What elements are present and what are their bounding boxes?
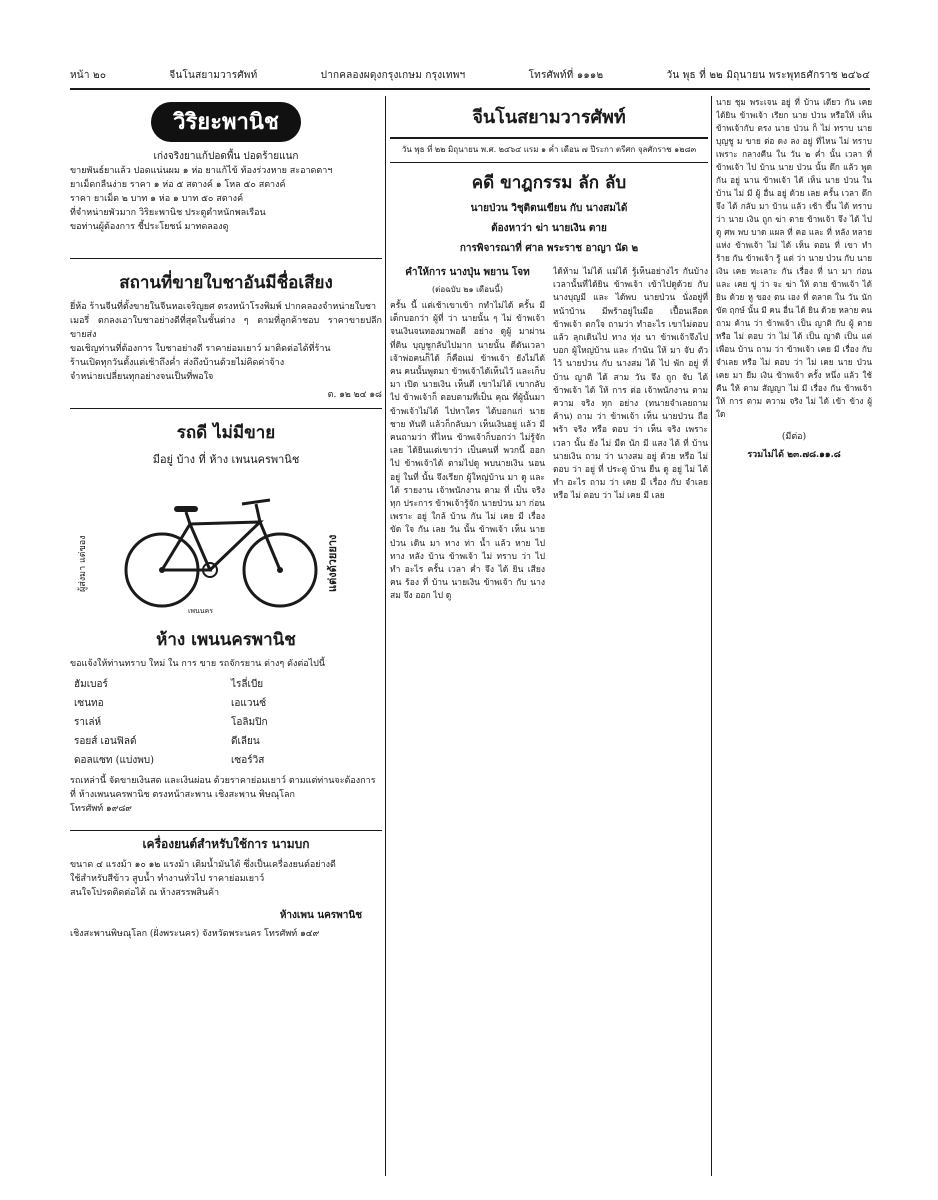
article-subcolumn-right xyxy=(553,266,708,604)
engine-ad-signature: ห้างเพน นครพานิช xyxy=(279,910,362,921)
header-rule xyxy=(70,88,870,90)
tea-ad-line-0: ยี่ห้อ ร้านจีนที่ตั้งขายในจีนหอเจริญยศ ตรงหน้าโรงพิมพ์ ปากคลองจำหน่ายใบชา xyxy=(70,302,377,312)
tea-ad-line-2: ขอเชิญท่านที่ต้องการ ใบชาอย่างดี ราคาย่อมเยาว์ มาติดต่อได้ที่ร้าน xyxy=(70,344,331,354)
brand-item: ราเล่ห์ xyxy=(74,717,102,728)
shop-footer-line-0: รถเหล่านี้ จัดขายเงินสด และเงินผ่อน ด้วยราคาย่อมเยาว์ ตามแต่ท่านจะต้องการ xyxy=(70,776,376,786)
article-text-right: ได้ห้าม ไม่ได้ แม่ได้ รู้เห็นอย่างไร กันบ้าง เวลานั้นที่ได้ยิน ข้าพเจ้า เข้าไปดูด้วย กับนางบุญมี และ ได้พบ นายป่วน นั่งอยู่ที่ หน้าบ้าน มีพร้าอยู่ในมือ เปื้อนเลือด ข้าพเจ้า ตกใจ ถามว่า ทำอะไร เขาไม่ตอบ แล้ว ลุกเดินไป ทาง ทุ่ง นา ข้าพเจ้าจึงไป บอก ผู้ใหญ่บ้าน และ กำนัน ให้ มา จับ ตัว ไว้ นายป่วน กับ นางสม ได้ ไป พัก อยู่ ที่ บ้าน ญาติ ได้ สาม วัน จึง ถูก จับ ได้ ข้าพเจ้า ได้ ให้ การ ต่อ เจ้าพนักงาน ตาม ความ จริง ทุก อย่าง (ทนายจำเลยถามค้าน) ถาม ว่า ข้าพเจ้า เห็น นายป่วน ถือ พร้า จริง หรือ ตอบ ว่า เห็น จริง เพราะ เวลา นั้น ยัง ไม่ มืด นัก มี แสง ไต้ ที่ บ้าน นายเงิน ถาม ว่า นางสม อยู่ ด้วย หรือ ไม่ ตอบ ว่า อยู่ ที่ ประตู บ้าน ยืน ดู อยู่ ไม่ ได้ ทำ อะไร ถาม ว่า เคย มี เรื่อง กับ จำเลย หรือ ไม่ ตอบ ว่า ไม่ เคย มี เลย xyxy=(553,267,708,502)
column-rule xyxy=(385,96,386,1176)
brand-item: โอลิมปิก xyxy=(231,717,268,728)
ad1-line-3: ราคา ยาเม็ด ๒ บาท ๑ ห่อ ๑ บาท ๕๐ สตางค์ xyxy=(70,194,244,204)
ad1-line-5: ขอท่านผู้ต้องการ ชี้ประโยชน์ มาทดลองดู xyxy=(70,222,229,232)
engine-ad-footer: เชิงสะพานพิษณุโลก (ฝั่งพระนคร) จังหวัดพระนคร โทรศัพท์ ๑๔๙ xyxy=(70,929,320,939)
testimony-note: (ต่อฉบับ ๒๑ เดือนนี้) xyxy=(432,285,503,294)
brand-item: ฮัมเบอร์ xyxy=(74,679,108,690)
tea-ad-ref: ต. ๑๒ ๒๔ ๑๘ xyxy=(327,390,382,400)
case-line-1: ต้องหาว่า ฆ่า นายเงิน ตาย xyxy=(491,223,607,234)
column-rule xyxy=(711,96,712,1176)
to-be-continued: (มีต่อ) xyxy=(781,432,807,442)
engine-ad-line-0: ขนาด ๔ แรงม้า ๑๐ ๑๒ แรงม้า เติมน้ำมันได้ ซึ่งเป็นเครื่องยนต์อย่างดี xyxy=(70,860,336,870)
case-line-2: การพิจารณาที่ ศาล พระราช อาญา นัด ๒ xyxy=(459,243,639,254)
brand-item: เอแวนซ์ xyxy=(231,698,267,709)
case-line-0: นายป่วน วิชุติตนเขียน กับ นางสมได้ xyxy=(470,203,628,214)
brand-item: ไรลี่เบีย xyxy=(231,679,264,690)
ad1-line-4: ที่จำหน่ายพัวมาก วิริยะพานิช ประตูตำหนักพลเรือน xyxy=(70,208,266,218)
ad1-line-2: ยาเม็ดกลืนง่าย ราคา ๑ ห่อ ๕ สตางค์ ๑ โหล ๕๐ สตางค์ xyxy=(70,180,286,190)
dateline-rule xyxy=(390,162,708,163)
bicycle-ad-title: รถดี ไม่มีขาย xyxy=(176,423,276,443)
ad-divider xyxy=(70,830,382,831)
bike-label: เพนนคร xyxy=(188,607,214,615)
brand-item: รอยส์ เอนฟิลด์ xyxy=(74,736,137,747)
viriya-banner: วิริยะพานิช xyxy=(151,102,301,142)
continuation-text: นาย ชุม พระเจน อยู่ ที่ บ้าน เดียว กัน เคยได้ยิน ข้าพเจ้า เรียก นาย ป่วน หรือให้ เห็น ข้าพเจ้ากับ ตรง นาย ป่วน ก็ ไม่ ทราบ นาย บุญชู ม ขาย ต่อ ดง ลง อยู่ ที่ไหน ไม่ ทราบ เพราะ กลางคืน ใน วัน ๒ ค่ำ นั้น เวลา ที่ ข้าพเจ้า ไป บ้าน นาย ป่วน นั้น ดึก แล้ว พูด กัน อยู่ นาน ข้าพเจ้า ได้ เห็น นาย ป่วน ใน บ้าน ไม่ มี ผู้ อื่น อยู่ ด้วย เลย ครั้น เวลา ดึก จึง ได้ กลับ มา บ้าน แล้ว เช้า ขึ้น ได้ ทราบ ว่า นาย เงิน ถูก ฆ่า ตาย ข้าพเจ้า จึง ได้ ไป ดู ศพ พบ บาด แผล ที่ คอ และ ที่ หลัง หลาย แห่ง ข้าพเจ้า ไม่ ได้ เห็น ตอน ที่ เขา ทำ ร้าย กัน ข้าพเจ้า รู้ แต่ ว่า นาย ป่วน กับ นาย เงิน เคย ทะเลาะ กัน เรื่อง ที่ นา มา ก่อน และ เคย ขู่ ว่า จะ ฆ่า ให้ ตาย ข้าพเจ้า ได้ ยิน ด้วย หู ของ ตน เอง ที่ ตลาด ใน วัน นัก ขัต ฤกษ์ นั้น มี คน อื่น ได้ ยิน ด้วย หลาย คน ถาม ค้าน ว่า ข้าพเจ้า เป็น ญาติ กับ ผู้ ตาย หรือ ไม่ ตอบ ว่า ไม่ ได้ เป็น ญาติ เป็น แต่ เพื่อน บ้าน ถาม ว่า ข้าพเจ้า เคย มี เรื่อง กับ จำเลย หรือ ไม่ ตอบ ว่า ไม่ เคย นาย ป่วน เคย มา ยืม เงิน ข้าพเจ้า ครั้ง หนึ่ง แล้ว ใช้ คืน ให้ ตาม สัญญา ไม่ มี เรื่อง กัน ข้าพเจ้า ให้ การ ตาม ความ จริง ไม่ ได้ เข้า ข้าง ผู้ ใด xyxy=(716,97,872,419)
engine-ad-line-1: ใช้สำหรับสีข้าว สูบน้ำ ทำงานทั่วไป ราคาย่อมเยาว์ xyxy=(70,874,265,884)
tea-ad-line-1: เมอรี่ ตกลงเอาใบชาอย่างดีที่สุดในชั้นต่าง ๆ ตามที่ลูกค้าชอบ ราคาขายปลีกขายส่ง xyxy=(70,316,382,340)
tea-ad-line-3: ร้านเปิดทุกวันตั้งแต่เช้าถึงค่ำ ส่งถึงบ้านด้วยไม่คิดค่าจ้าง xyxy=(70,358,285,368)
phone: โทรศัพท์ที่ ๑๑๑๒ xyxy=(528,69,604,81)
bicycle-icon xyxy=(110,476,330,616)
paper-name: จีนโนสยามวารศัพท์ xyxy=(169,69,258,81)
page-label: หน้า ๒๐ xyxy=(70,69,107,81)
bike-side-text-right: แต่งด้วยยาง xyxy=(326,534,339,592)
ad-divider xyxy=(70,408,382,409)
shop-name: ห้าง เพนนครพานิช xyxy=(156,630,296,650)
brand-item: เซนทอ xyxy=(74,698,104,709)
tea-ad-title: สถานที่ขายใบชาอันมีชื่อเสียง xyxy=(119,273,333,293)
ad1-line-0: เก่งจริงยาแก้ปอดพื้น ปอดร้ายแนก xyxy=(153,151,299,162)
continuation-column xyxy=(716,96,872,1176)
article-subcolumn-left xyxy=(390,266,545,604)
running-header xyxy=(70,66,870,84)
reference-number: รวมไม่ได้ ๒๓.๗๘.๑๑.๘ xyxy=(747,450,841,460)
shop-footer-line-1: ที่ ห้างเพนนครพานิช ตรงหน้าสะพาน เชิงสะพาน พิษณุโลก xyxy=(70,790,295,800)
engine-ad-line-2: สนใจโปรดติดต่อได้ ณ ห้างสรรพสินค้า xyxy=(70,888,220,898)
testimony-heading: คำให้การ นางปุ่น พยาน โจท xyxy=(405,267,530,278)
ad1-line-1: ขายพันธ์ยาแล้ว ปอดแน่นผม ๑ ห่อ ยาแก้ไข้ ท้องร่วงหาย สะอาดตาฯ xyxy=(70,166,333,176)
shop-intro: ขอแจ้งให้ท่านทราบ ใหม่ ใน การ ขาย รถจักรยาน ต่างๆ ดังต่อไปนี้ xyxy=(70,659,326,669)
brand-item: เซอร์วิส xyxy=(231,755,265,766)
address: ปากคลองผดุงกรุงเกษม กรุงเทพฯ xyxy=(320,69,466,81)
shop-footer-line-2: โทรศัพท์ ๑๙๘๙ xyxy=(70,804,132,814)
brand-item: ดีเลียน xyxy=(231,736,260,747)
engine-ad-title: เครื่องยนต์สำหรับใช้การ นามบก xyxy=(142,837,310,851)
article-body xyxy=(390,266,708,604)
issue-date: วัน พุธ ที่ ๒๒ มิถุนายน พระพุทธศักราช ๒๔๖๔ xyxy=(666,69,870,81)
bicycle-illustration xyxy=(70,472,382,622)
dateline: วัน พุธ ที่ ๒๒ มิถุนายน พ.ศ. ๒๔๖๔ แรม ๑ ค่ำ เดือน ๗ ปีระกา ตรีศก จุลศักราช ๑๒๘๓ xyxy=(401,145,697,154)
editorial-column xyxy=(390,96,708,1176)
case-title: คดี ขาฎกรรม ลัก ลับ xyxy=(471,173,627,193)
masthead-rule xyxy=(390,137,708,139)
tea-ad-line-4: จำหน่ายเปลี่ยนทุกอย่างจนเป็นที่พอใจ xyxy=(70,372,214,382)
advertisement-column xyxy=(70,96,382,1176)
masthead: จีนโนสยามวารศัพท์ xyxy=(472,107,626,128)
bike-side-text-left: ผู้ส่งมา แต่ของ xyxy=(78,535,88,592)
ad-divider xyxy=(70,258,382,259)
brand-item: ดอลแซท (แบ่งพบ) xyxy=(74,755,155,766)
bicycle-ad-subtitle: มีอยู่ บ้าง ที่ ห้าง เพนนครพานิช xyxy=(152,453,300,466)
brand-list xyxy=(74,677,378,768)
article-text-left: ครั้น นี้ แต่เช้าเขาเข้า กทำไม่ได้ ครั้น มีเด็กบอกว่า ผู้ที่ ว่า นายนั้น ๆ ไม่ ข้าพเจ้า จนเงินจนทองมาพอดี อย่าง ดูผู้ มาผ่านที่ดิน บุญชูกลับไปมาก นายนั้น ดีดันเวลาเจ้าพ่อคนก็ได้ ก็คือแม่ ข้าพเจ้า ยังไม่ได้ คน คนนั้นพูดมา ข้าพเจ้าได้เห็นไว้ และเก็บมา เปิด นายเงิน เห็นดี เขาไม่ได้ เขากลับไป ข้าพเจ้าก็ ตอบตามที่เป็น คุณ ที่ผู้นั้นมา ข้าพเจ้าไม่ได้ ไปหาใคร ได้บอกแก่ นายชาย ทันที แล้วก็กลับมา เห็นเงินอยู่ แล้ว มีคนถามว่า ที่ไหน ข้าพเจ้าก็บอกว่า ไม่รู้จักเลย ได้ยินแต่เขาว่า เป็นคนที่ พวกนี้ ออกไป ข้าพเจ้าได้ ตามไปดู พบนายเงิน นอนอยู่ ในที่ นั้น จึงเรียก ผู้ใหญ่บ้าน มา ดู และ ได้ รายงาน เจ้าพนักงาน ตาม ที่ เป็น จริง ทุก ประการ ข้าพเจ้ารู้จัก นายป่วน มา ก่อน เพราะ อยู่ ใกล้ บ้าน กัน ไม่ เคย มี เรื่อง ขัด ใจ กัน เลย วัน นั้น ข้าพเจ้า เห็น นายป่วน เดิน มา ทาง ท่า น้ำ แล้ว หาย ไป ทาง หลัง บ้าน ข้าพเจ้า ไม่ ทราบ ว่า ไป ทำ อะไร ครั้น เวลา ค่ำ จึง ได้ ยิน เสียง คน ร้อง ที่ บ้าน นายเงิน ข้าพเจ้า กับ นางสม จึง ออก ไป ดู xyxy=(390,301,545,602)
